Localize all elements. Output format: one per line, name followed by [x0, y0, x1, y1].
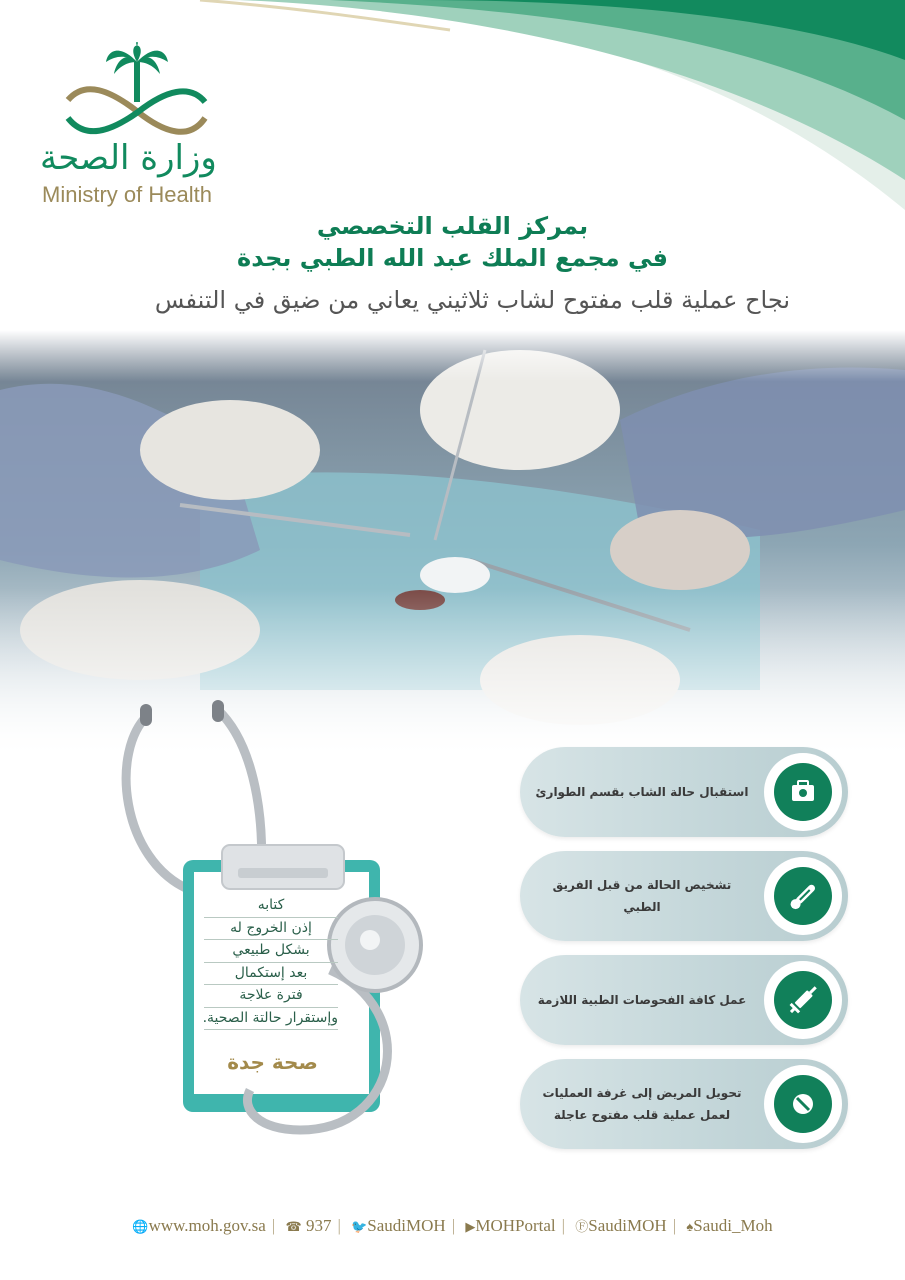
step-1 [520, 747, 848, 837]
headline-subtitle: نجاح عملية قلب مفتوح لشاب ثلاثيني يعاني من ضيق في التنفس [154, 286, 790, 314]
footer-snapchat[interactable]: ♠Saudi_Moh [686, 1216, 773, 1235]
pill-icon [774, 1075, 832, 1133]
step-3-text: عمل كافة الفحوصات الطبية اللازمة [537, 993, 747, 1007]
note-signature: صحة جدة [227, 1050, 318, 1074]
snapchat-icon: ♠ [686, 1219, 694, 1234]
logo-english-name: Ministry of Health [42, 182, 212, 207]
step-4-text-line-2: لعمل عملية قلب مفتوح عاجلة [553, 1108, 731, 1122]
step-3 [520, 955, 848, 1045]
note-line: كتابه [204, 895, 338, 918]
footer-youtube[interactable]: ▶MOHPortal [465, 1216, 556, 1235]
step-1-text: استقبال حالة الشاب بقسم الطوارئ [535, 785, 749, 799]
footer-twitter[interactable]: 🐦SaudiMOH [351, 1216, 446, 1235]
globe-icon: 🌐 [132, 1219, 149, 1234]
step-4 [520, 1059, 848, 1149]
footer-facebook[interactable]: ⒻSaudiMOH [575, 1216, 667, 1235]
youtube-icon: ▶ [465, 1219, 476, 1234]
palm-tree-icon [106, 42, 168, 102]
footer-phone[interactable]: ☎ 937 [285, 1216, 332, 1235]
syringe-icon [774, 971, 832, 1029]
step-4-text: تحويل المريض إلى غرفة العمليات [542, 1086, 742, 1100]
note-line: بشكل طبيعي [204, 940, 338, 963]
logo-arabic-name: وزارة الصحة [40, 138, 217, 178]
twitter-icon: 🐦 [351, 1219, 368, 1234]
note-line: إذن الخروج له [204, 918, 338, 941]
phone-icon: ☎ [285, 1219, 302, 1234]
headline-line-1: بمركز القلب التخصصي [316, 212, 589, 240]
thermometer-icon [774, 867, 832, 925]
footer-website[interactable]: 🌐www.moh.gov.sa [132, 1216, 266, 1235]
footer-contacts: 🌐www.moh.gov.sa | ☎ 937 | 🐦SaudiMOH | ▶MOHPortal | ⒻSaudiMOH | ♠Saudi_Moh [132, 1216, 773, 1235]
headline-line-2: في مجمع الملك عبد الله الطبي بجدة [237, 244, 668, 272]
note-line: فترة علاجة [204, 985, 338, 1008]
clipboard-note [196, 895, 346, 1030]
note-line: بعد إستكمال [204, 963, 338, 986]
step-2 [520, 851, 848, 941]
note-line: وإستقرار حالتة الصحية. [204, 1008, 338, 1031]
step-2-text: تشخيص الحالة من قبل الفريق الطبي [552, 878, 732, 914]
facebook-icon: Ⓕ [575, 1219, 589, 1234]
first-aid-kit-icon [774, 763, 832, 821]
